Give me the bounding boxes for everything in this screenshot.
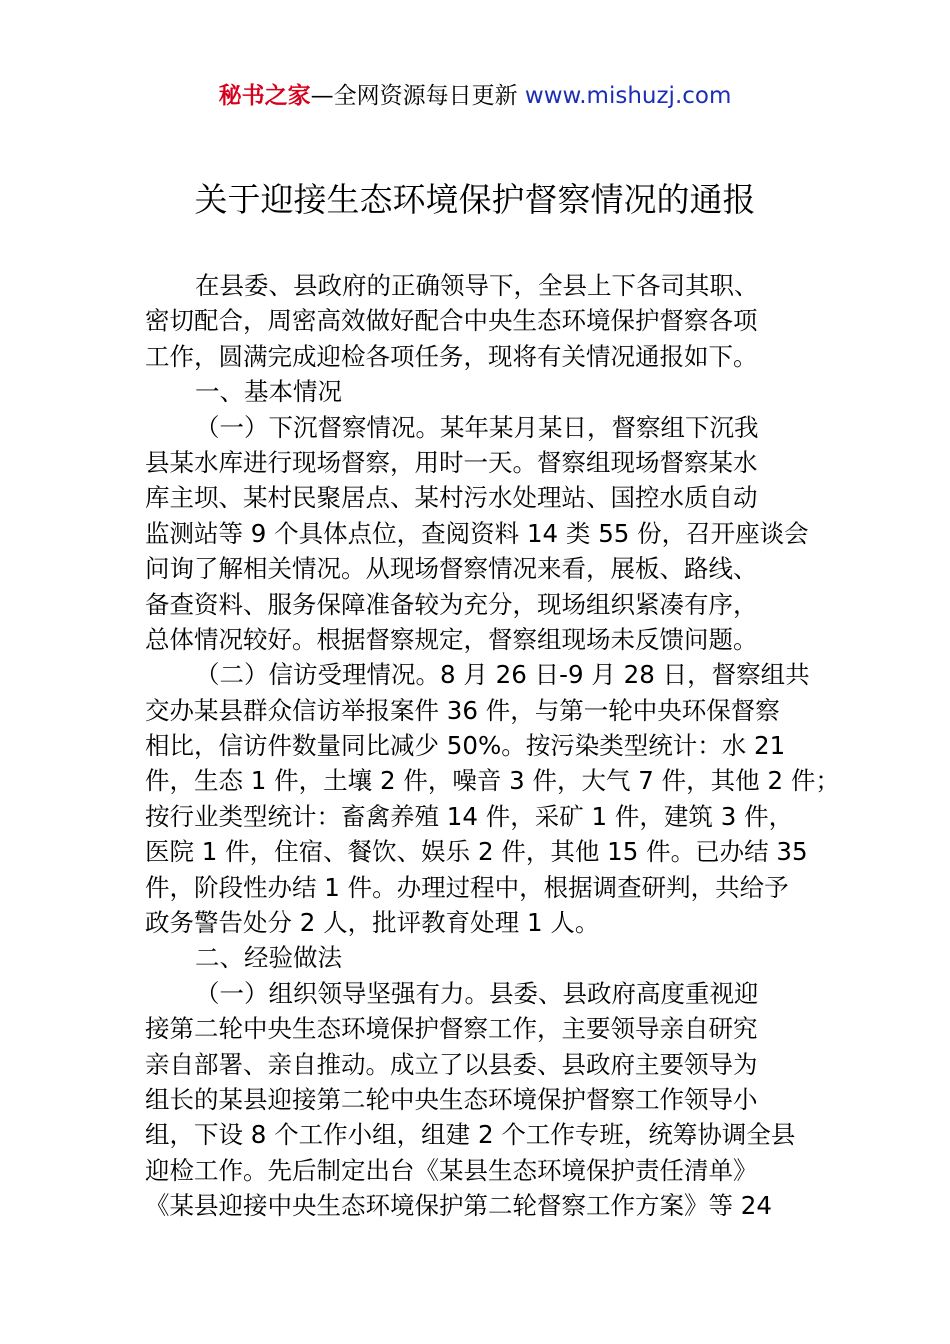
body-line: 工作，圆满完成迎检各项任务，现将有关情况通报如下。 xyxy=(145,341,758,371)
body-line: 医院 1 件，住宿、餐饮、娱乐 2 件，其他 15 件。已办结 35 xyxy=(145,837,808,867)
body-line: 接第二轮中央生态环境保护督察工作，主要领导亲自研究 xyxy=(145,1014,758,1044)
body-line: 交办某县群众信访举报案件 36 件，与第一轮中央环保督察 xyxy=(145,695,780,725)
body-line: 总体情况较好。根据督察规定，督察组现场未反馈问题。 xyxy=(145,624,758,654)
site-brand: 秘书之家 xyxy=(218,83,311,109)
body-line: 组长的某县迎接第二轮中央生态环境保护督察工作领导小 xyxy=(145,1084,758,1114)
site-tagline: —全网资源每日更新 xyxy=(310,83,525,109)
body-line: 亲自部署、亲自推动。成立了以县委、县政府主要领导为 xyxy=(145,1049,758,1079)
body-line: 在县委、县政府的正确领导下，全县上下各司其职、 xyxy=(195,271,759,300)
body-line: 二、经验做法 xyxy=(195,943,342,973)
body-line: 一、基本情况 xyxy=(195,377,342,407)
body-line: 县某水库进行现场督察，用时一天。督察组现场督察某水 xyxy=(145,447,758,477)
body-line: （一）组织领导坚强有力。县委、县政府高度重视迎 xyxy=(195,978,759,1008)
body-line: 相比，信访件数量同比减少 50%。按污染类型统计：水 21 xyxy=(145,731,786,761)
body-line: 密切配合，周密高效做好配合中央生态环境保护督察各项 xyxy=(145,306,758,336)
body-line: 组，下设 8 个工作小组，组建 2 个工作专班，统筹协调全县 xyxy=(145,1120,796,1150)
document-title: 关于迎接生态环境保护督察情况的通报 xyxy=(194,180,756,219)
body-line: 按行业类型统计：畜禽养殖 14 件，采矿 1 件，建筑 3 件， xyxy=(145,801,794,831)
body-line: 备查资料、服务保障准备较为充分，现场组织紧凑有序， xyxy=(145,589,758,619)
body-line: 监测站等 9 个具体点位，查阅资料 14 类 55 份，召开座谈会 xyxy=(145,518,809,548)
body-line: 件，生态 1 件，土壤 2 件，噪音 3 件，大气 7 件，其他 2 件； xyxy=(145,766,840,796)
body-line: 库主坝、某村民聚居点、某村污水处理站、国控水质自动 xyxy=(145,483,758,513)
body-line: 《某县迎接中央生态环境保护第二轮督察工作方案》等 24 xyxy=(145,1191,772,1221)
body-line: 政务警告处分 2 人，批评教育处理 1 人。 xyxy=(145,908,600,938)
site-url-link[interactable]: www.mishuzj.com xyxy=(524,83,732,109)
document-body xyxy=(145,268,840,1224)
site-header xyxy=(0,80,950,112)
body-line: 件，阶段性办结 1 件。办理过程中，根据调查研判，共给予 xyxy=(145,872,789,902)
body-line: 迎检工作。先后制定出台《某县生态环境保护责任清单》 xyxy=(145,1155,758,1185)
body-line: （一）下沉督察情况。某年某月某日，督察组下沉我 xyxy=(195,412,759,442)
body-line: 问询了解相关情况。从现场督察情况来看，展板、路线、 xyxy=(145,554,758,584)
body-line: （二）信访受理情况。8 月 26 日-9 月 28 日，督察组共 xyxy=(195,660,810,690)
